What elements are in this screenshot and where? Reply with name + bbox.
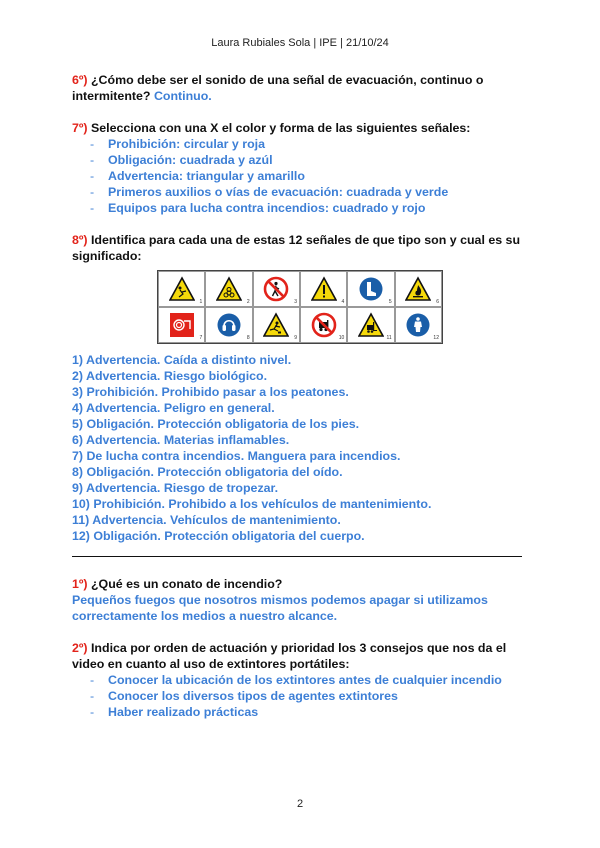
question-number: 2º) xyxy=(72,641,88,655)
no-pedestrians-icon xyxy=(263,276,289,302)
sign-number: 10 xyxy=(338,335,345,341)
trip-icon xyxy=(263,312,289,338)
sign-cell xyxy=(205,307,252,343)
list-item: - Obligación: cuadrada y azúl xyxy=(90,152,532,168)
question-number: 7º) xyxy=(72,121,88,135)
list-item: 3) Prohibición. Prohibido pasar a los peatones. xyxy=(72,385,349,399)
page-header: Laura Rubiales Sola | IPE | 21/10/24 xyxy=(211,37,389,49)
answer-list xyxy=(72,672,532,720)
ear-protection-icon xyxy=(216,312,242,338)
sign-number: 4 xyxy=(341,299,345,305)
part2-question-2 xyxy=(72,640,532,720)
sign-cell xyxy=(395,271,442,307)
question-text: Indica por orden de actuación y prioridad los 3 consejos que nos da el video en cuanto al uso de extintores portátiles: xyxy=(72,641,507,671)
sign-cell xyxy=(158,307,205,343)
list-item: - Conocer la ubicación de los extintores antes de cualquier incendio xyxy=(90,672,532,688)
question-6 xyxy=(72,72,532,104)
question-text: ¿Cómo debe ser el sonido de una señal de evacuación, continuo o intermitente? xyxy=(72,73,484,103)
list-item: - Conocer los diversos tipos de agentes extintores xyxy=(90,688,532,704)
sign-number: 5 xyxy=(388,299,392,305)
part2-question-1 xyxy=(72,576,532,624)
boot-icon xyxy=(358,276,384,302)
list-item: 10) Prohibición. Prohibido a los vehículos de mantenimiento. xyxy=(72,497,432,511)
sign-cell xyxy=(395,307,442,343)
list-item: - Equipos para lucha contra incendios: cuadrado y rojo xyxy=(90,200,532,216)
question-text: Identifica para cada una de estas 12 señales de que tipo son y cual es su significado: xyxy=(72,233,521,263)
sign-number: 11 xyxy=(386,335,392,341)
question-7 xyxy=(72,120,532,216)
list-item: 7) De lucha contra incendios. Manguera para incendios. xyxy=(72,449,401,463)
page-number: 2 xyxy=(296,798,304,810)
signs-answers xyxy=(72,352,532,544)
question-text: Selecciona con una X el color y forma de las siguientes señales: xyxy=(87,121,471,135)
sign-number: 7 xyxy=(199,335,203,341)
question-number: 8º) xyxy=(72,233,88,247)
sign-number: 8 xyxy=(246,335,250,341)
list-item: - Prohibición: circular y roja xyxy=(90,136,532,152)
fire-hose-icon xyxy=(169,312,195,338)
sign-number: 3 xyxy=(294,299,297,305)
no-vehicles-icon xyxy=(311,312,337,338)
question-8 xyxy=(72,232,532,264)
sign-cell xyxy=(347,307,394,343)
list-item: 5) Obligación. Protección obligatoria de los pies. xyxy=(72,417,360,431)
question-text: ¿Qué es un conato de incendio? xyxy=(87,577,283,591)
sign-number: 6 xyxy=(436,299,439,305)
exclamation-icon xyxy=(311,276,337,302)
answer-list xyxy=(72,136,532,216)
sign-cell xyxy=(300,307,347,343)
sign-number: 1 xyxy=(199,299,203,305)
list-item: 6) Advertencia. Materias inflamables. xyxy=(72,433,290,447)
flame-icon xyxy=(405,276,431,302)
list-item: - Primeros auxilios o vías de evacuación: cuadrada y verde xyxy=(90,184,532,200)
list-item: 2) Advertencia. Riesgo biológico. xyxy=(72,369,268,383)
list-item: 12) Obligación. Protección obligatoria del cuerpo. xyxy=(72,529,365,543)
sign-cell xyxy=(300,271,347,307)
sign-cell xyxy=(347,271,394,307)
question-number: 6º) xyxy=(72,73,88,87)
sign-cell xyxy=(253,271,300,307)
sign-cell xyxy=(205,271,252,307)
list-item: 4) Advertencia. Peligro en general. xyxy=(72,401,275,415)
list-item: - Haber realizado prácticas xyxy=(90,704,532,720)
list-item: 9) Advertencia. Riesgo de tropezar. xyxy=(72,481,279,495)
list-item: 8) Obligación. Protección obligatoria del oído. xyxy=(72,465,343,479)
forklift-icon xyxy=(358,312,384,338)
sign-number: 2 xyxy=(246,299,250,305)
fall-icon xyxy=(169,276,195,302)
safety-signs-table xyxy=(157,270,443,344)
sign-cell xyxy=(158,271,205,307)
list-item: 11) Advertencia. Vehículos de mantenimiento. xyxy=(72,513,341,527)
list-item: - Advertencia: triangular y amarillo xyxy=(90,168,532,184)
sign-number: 12 xyxy=(433,335,439,341)
body-protection-icon xyxy=(405,312,431,338)
section-divider xyxy=(72,556,522,557)
question-number: 1º) xyxy=(72,577,88,591)
answer-text: Pequeños fuegos que nosotros mismos podemos apagar si utilizamos correctamente los medios a nuestro alcance. xyxy=(72,593,488,623)
sign-number: 9 xyxy=(294,335,297,341)
biohazard-icon xyxy=(216,276,242,302)
answer-text: Continuo. xyxy=(153,89,212,103)
list-item: 1) Advertencia. Caída a distinto nivel. xyxy=(72,353,292,367)
sign-cell xyxy=(253,307,300,343)
